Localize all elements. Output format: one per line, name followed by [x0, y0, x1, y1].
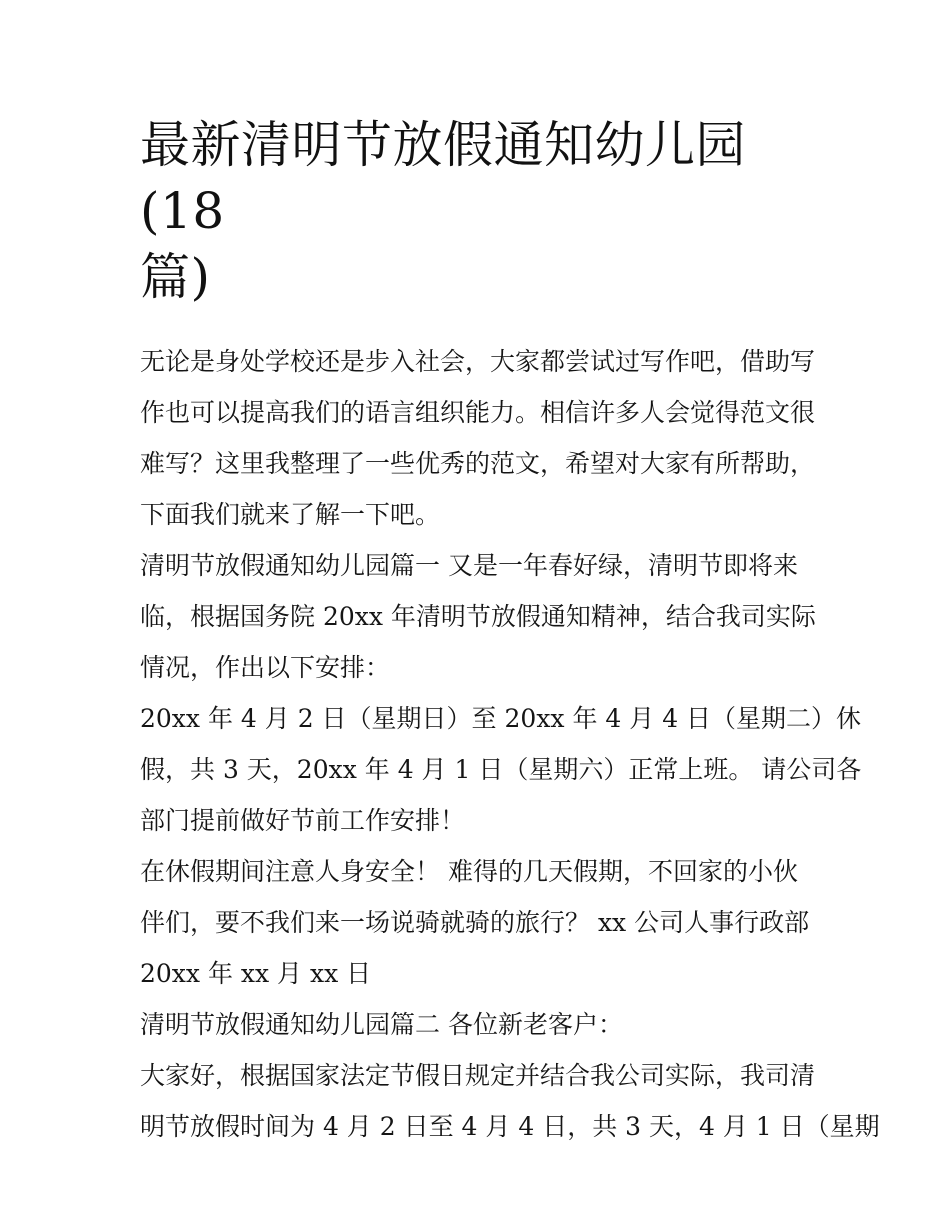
text-line: 清明节放假通知幼儿园篇一 又是一年春好绿，清明节即将来 [140, 551, 798, 580]
text-line: 伴们，要不我们来一场说骑就骑的旅行？ xx 公司人事行政部 [140, 908, 810, 937]
text-line: 清明节放假通知幼儿园篇二 各位新老客户： [140, 1010, 623, 1039]
text-line: 难写？这里我整理了一些优秀的范文，希望对大家有所帮助， [140, 449, 816, 478]
text-line: 临，根据国务院 20xx 年清明节放假通知精神，结合我司实际 [140, 602, 816, 631]
text-line: 20xx 年 xx 月 xx 日 [140, 959, 372, 988]
document-title [140, 112, 812, 310]
text-line: 在休假期间注意人身安全！ 难得的几天假期，不回家的小伙 [140, 857, 798, 886]
text-line: 下面我们就来了解一下吧。 [140, 500, 441, 529]
text-line: 情况，作出以下安排： [140, 653, 391, 682]
text-line: 明节放假时间为 4 月 2 日至 4 月 4 日，共 3 天，4 月 1 日（星期 [140, 1112, 880, 1141]
text-line: 大家好，根据国家法定节假日规定并结合我公司实际，我司清 [140, 1061, 816, 1090]
document-body [140, 336, 880, 1152]
text-line: 无论是身处学校还是步入社会，大家都尝试过写作吧，借助写 [140, 347, 816, 376]
text-line: 20xx 年 4 月 2 日（星期日）至 20xx 年 4 月 4 日（星期二）休 [140, 704, 862, 733]
title-line-2: 篇) [140, 248, 211, 306]
document-content [140, 112, 880, 1152]
text-line: 作也可以提高我们的语言组织能力。相信许多人会觉得范文很 [140, 398, 816, 427]
title-line-1: 最新清明节放假通知幼儿园(18 [140, 116, 746, 240]
text-line: 部门提前做好节前工作安排！ [140, 806, 466, 835]
text-line: 假，共 3 天，20xx 年 4 月 1 日（星期六）正常上班。 请公司各 [140, 755, 862, 784]
